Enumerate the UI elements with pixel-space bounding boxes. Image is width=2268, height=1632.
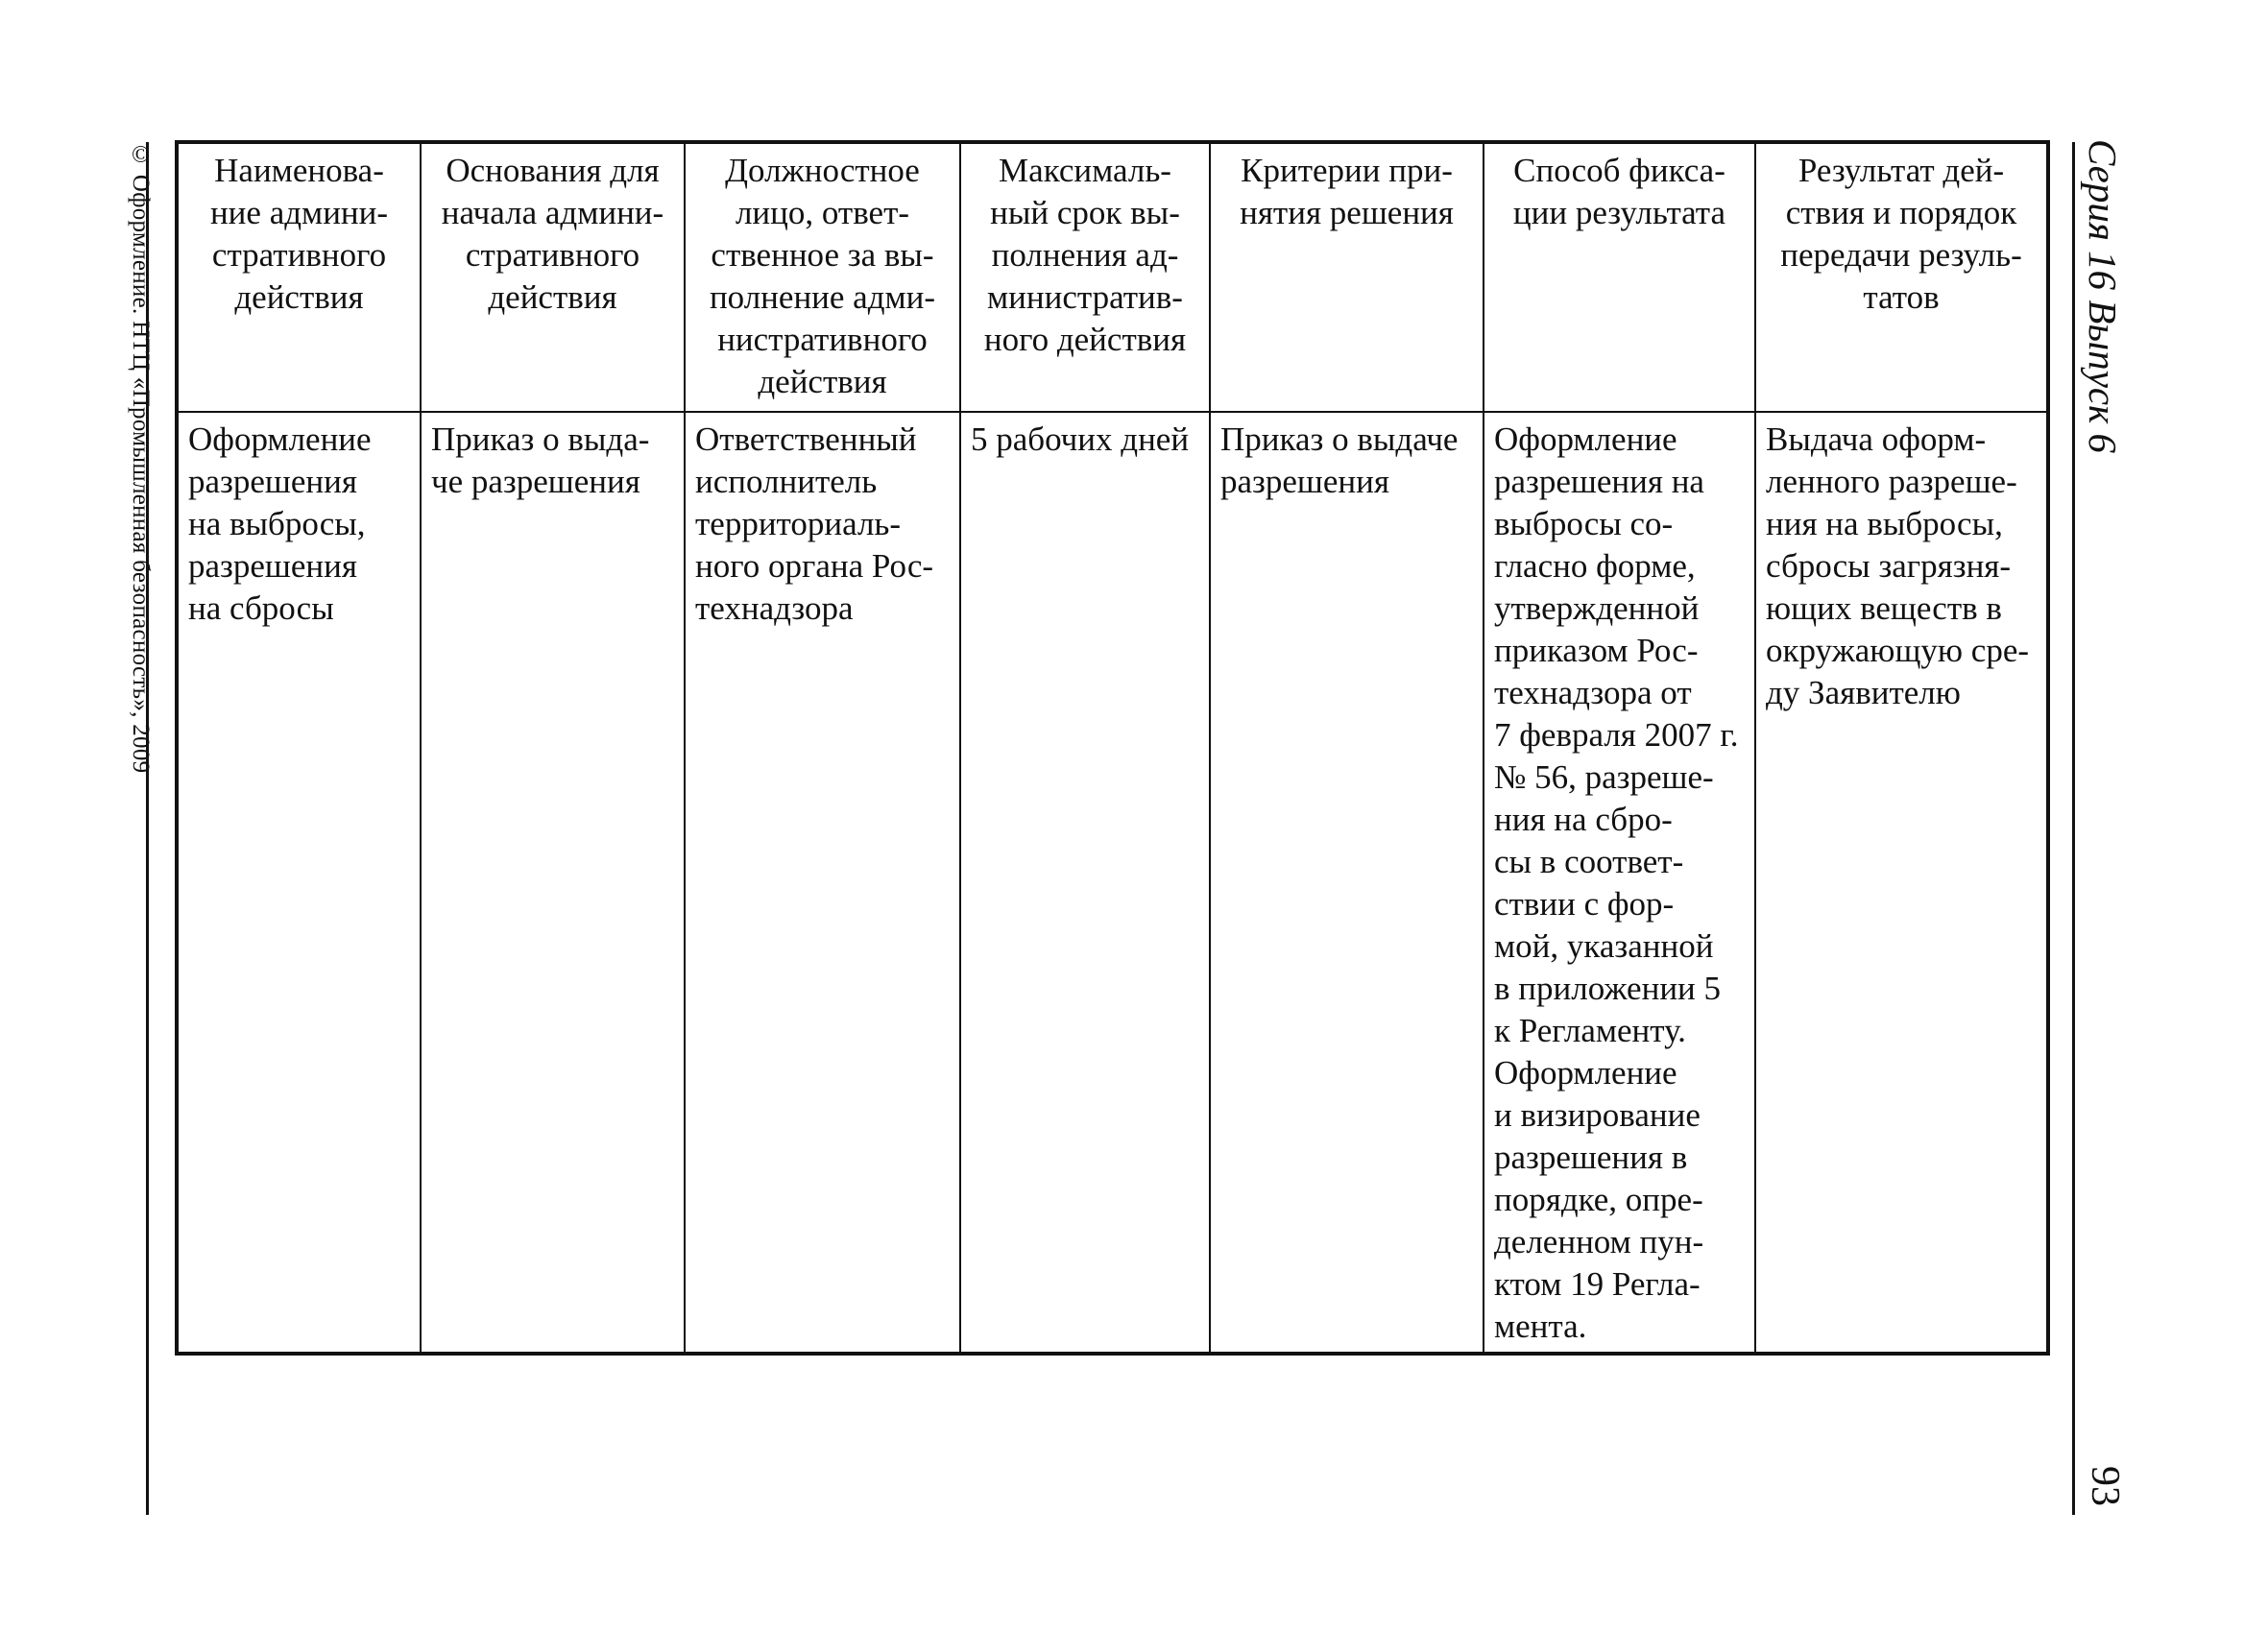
header-result-transfer: Результат дей- ствия и порядок передачи резуль- татов — [1755, 142, 2048, 412]
header-action-name: Наименова- ние админи- стративного действия — [177, 142, 421, 412]
series-header: Серия 16 Выпуск 6 — [2081, 139, 2125, 454]
header-result-recording: Способ фикса- ции результата — [1484, 142, 1755, 412]
table-cell: Выдача оформ- ленного разреше- ния на выбросы, сбросы загрязня- ющих веществ в окружающую сре- ду Заявителю — [1755, 412, 2048, 1354]
header-grounds: Основания для начала админи- стративного действия — [421, 142, 685, 412]
table-cell: Ответственный исполнитель территориаль- ного органа Рос- технадзора — [685, 412, 960, 1354]
table-header-row — [177, 142, 2048, 412]
table-cell: 5 рабочих дней — [960, 412, 1210, 1354]
header-responsible-official: Должностное лицо, ответ- ственное за вы- полнение адми- нистративного действия — [685, 142, 960, 412]
table-cell: Оформление разрешения на выбросы, разрешения на сбросы — [177, 412, 421, 1354]
regulation-table — [175, 140, 2050, 1356]
header-max-term: Максималь- ный срок вы- полнения ад- министратив- ного действия — [960, 142, 1210, 412]
table-cell: Приказ о выдаче разрешения — [1210, 412, 1484, 1354]
page-number: 93 — [2083, 1466, 2127, 1506]
table-cell: Приказ о выда- че разрешения — [421, 412, 685, 1354]
side-copyright: © Оформление. НТЦ «Промышленная безопасность», 2009 — [128, 142, 154, 774]
right-margin-rule — [2072, 142, 2075, 1515]
header-decision-criteria: Критерии при- нятия решения — [1210, 142, 1484, 412]
table-row — [177, 412, 2048, 1354]
table-cell: Оформление разрешения на выбросы со- гласно форме, утвержденной приказом Рос- технадзора от 7 февраля 2007 г. № 56, разреше- ния на сбро- сы в соответ- ствии с фор- мой, указанной в приложении 5 к Регламенту. Оформление и визирование разрешения в порядке, опре- деленном пун- ктом 19 Регла- мента. — [1484, 412, 1755, 1354]
